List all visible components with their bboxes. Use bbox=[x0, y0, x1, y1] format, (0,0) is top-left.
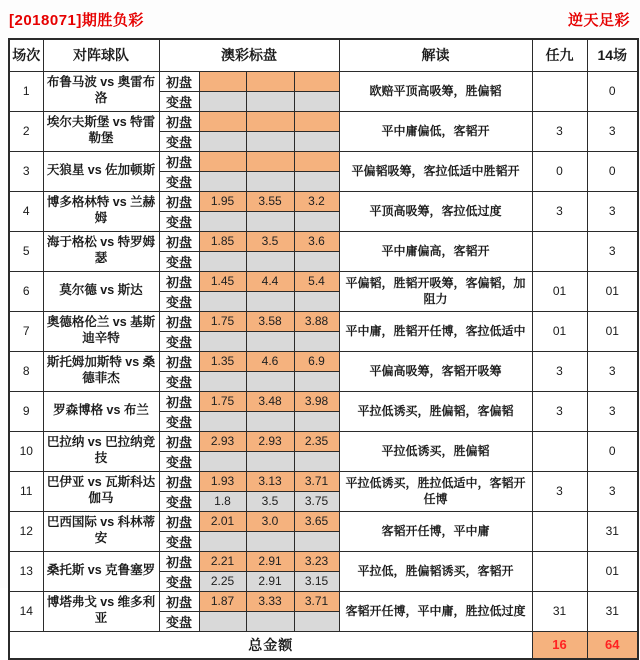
match-row bbox=[9, 471, 638, 491]
init-odds-home: 1.87 bbox=[199, 591, 246, 611]
chg-odds-draw bbox=[246, 291, 294, 311]
init-odds-away: 3.71 bbox=[294, 591, 339, 611]
change-label: 变盘 bbox=[159, 91, 199, 111]
change-label: 变盘 bbox=[159, 131, 199, 151]
init-odds-home: 2.93 bbox=[199, 431, 246, 451]
chg-odds-draw bbox=[246, 91, 294, 111]
teams-cell: 巴伊亚 vs 瓦斯科达伽马 bbox=[43, 471, 159, 511]
teams-cell: 天狼星 vs 佐加顿斯 bbox=[43, 151, 159, 191]
chg-odds-home bbox=[199, 611, 246, 631]
read-cell: 平中庸，胜韬开任博，客拉低适中 bbox=[339, 311, 532, 351]
init-odds-draw bbox=[246, 151, 294, 171]
table-header-row bbox=[9, 39, 638, 71]
total-ren9: 16 bbox=[532, 631, 587, 659]
init-odds-home: 2.21 bbox=[199, 551, 246, 571]
chg-odds-draw: 2.91 bbox=[246, 571, 294, 591]
init-odds-draw: 3.13 bbox=[246, 471, 294, 491]
init-odds-draw: 3.58 bbox=[246, 311, 294, 331]
match-no: 13 bbox=[9, 551, 43, 591]
init-odds-draw: 2.91 bbox=[246, 551, 294, 571]
init-odds-draw bbox=[246, 71, 294, 91]
init-odds-home: 1.45 bbox=[199, 271, 246, 291]
init-odds-away: 3.71 bbox=[294, 471, 339, 491]
match-no: 2 bbox=[9, 111, 43, 151]
chg-odds-draw: 3.5 bbox=[246, 491, 294, 511]
odds-table bbox=[8, 38, 639, 660]
ren9-cell: 3 bbox=[532, 391, 587, 431]
period-title: [2018071]期胜负彩 bbox=[9, 11, 144, 29]
chg-odds-away bbox=[294, 331, 339, 351]
read-cell: 欧赔平顶高吸筹，胜偏韬 bbox=[339, 71, 532, 111]
change-label: 变盘 bbox=[159, 291, 199, 311]
match-row bbox=[9, 511, 638, 531]
read-cell: 平中庸偏低，客韬开 bbox=[339, 111, 532, 151]
match-no: 8 bbox=[9, 351, 43, 391]
init-label: 初盘 bbox=[159, 551, 199, 571]
read-cell: 平拉低诱买，胜拉低适中，客韬开任博 bbox=[339, 471, 532, 511]
total-row bbox=[9, 631, 638, 659]
header-ren9: 任九 bbox=[532, 39, 587, 71]
teams-cell: 罗森博格 vs 布兰 bbox=[43, 391, 159, 431]
match-row bbox=[9, 391, 638, 411]
match-row bbox=[9, 151, 638, 171]
m14-cell: 01 bbox=[587, 551, 638, 591]
m14-cell: 3 bbox=[587, 471, 638, 511]
ren9-cell bbox=[532, 431, 587, 471]
match-no: 1 bbox=[9, 71, 43, 111]
chg-odds-away bbox=[294, 171, 339, 191]
teams-cell: 海于格松 vs 特罗姆瑟 bbox=[43, 231, 159, 271]
ren9-cell bbox=[532, 551, 587, 591]
header-odds-group: 澳彩标盘 bbox=[159, 39, 339, 71]
ren9-cell: 3 bbox=[532, 471, 587, 511]
init-odds-away bbox=[294, 111, 339, 131]
chg-odds-home bbox=[199, 131, 246, 151]
change-label: 变盘 bbox=[159, 331, 199, 351]
chg-odds-draw bbox=[246, 411, 294, 431]
match-no: 14 bbox=[9, 591, 43, 631]
m14-cell: 0 bbox=[587, 71, 638, 111]
match-no: 7 bbox=[9, 311, 43, 351]
teams-cell: 斯托姆加斯特 vs 桑德菲杰 bbox=[43, 351, 159, 391]
init-label: 初盘 bbox=[159, 111, 199, 131]
chg-odds-away bbox=[294, 411, 339, 431]
chg-odds-away bbox=[294, 91, 339, 111]
chg-odds-home bbox=[199, 331, 246, 351]
m14-cell: 01 bbox=[587, 311, 638, 351]
total-label: 总金额 bbox=[9, 631, 532, 659]
m14-cell: 3 bbox=[587, 231, 638, 271]
teams-cell: 桑托斯 vs 克鲁塞罗 bbox=[43, 551, 159, 591]
chg-odds-home bbox=[199, 291, 246, 311]
match-no: 4 bbox=[9, 191, 43, 231]
init-label: 初盘 bbox=[159, 271, 199, 291]
chg-odds-home bbox=[199, 211, 246, 231]
read-cell: 客韬开任博，平中庸，胜拉低过度 bbox=[339, 591, 532, 631]
init-odds-draw: 4.4 bbox=[246, 271, 294, 291]
teams-cell: 布鲁马波 vs 奥雷布洛 bbox=[43, 71, 159, 111]
init-odds-away: 2.35 bbox=[294, 431, 339, 451]
m14-cell: 3 bbox=[587, 111, 638, 151]
init-label: 初盘 bbox=[159, 71, 199, 91]
change-label: 变盘 bbox=[159, 251, 199, 271]
init-odds-away: 3.65 bbox=[294, 511, 339, 531]
header-read: 解读 bbox=[339, 39, 532, 71]
chg-odds-draw bbox=[246, 531, 294, 551]
init-odds-home bbox=[199, 111, 246, 131]
chg-odds-draw bbox=[246, 451, 294, 471]
chg-odds-home: 1.8 bbox=[199, 491, 246, 511]
match-row bbox=[9, 311, 638, 331]
table-edge-stub bbox=[8, 579, 10, 588]
init-label: 初盘 bbox=[159, 311, 199, 331]
change-label: 变盘 bbox=[159, 171, 199, 191]
read-cell: 平拉低诱买，胜偏韬，客偏韬 bbox=[339, 391, 532, 431]
init-odds-away: 3.23 bbox=[294, 551, 339, 571]
init-odds-away: 3.2 bbox=[294, 191, 339, 211]
chg-odds-home bbox=[199, 171, 246, 191]
top-header bbox=[0, 0, 640, 38]
m14-cell: 3 bbox=[587, 391, 638, 431]
change-label: 变盘 bbox=[159, 211, 199, 231]
match-no: 12 bbox=[9, 511, 43, 551]
header-match-no: 场次 bbox=[9, 39, 43, 71]
m14-cell: 3 bbox=[587, 351, 638, 391]
ren9-cell: 01 bbox=[532, 311, 587, 351]
init-label: 初盘 bbox=[159, 391, 199, 411]
match-no: 11 bbox=[9, 471, 43, 511]
chg-odds-draw bbox=[246, 211, 294, 231]
match-no: 3 bbox=[9, 151, 43, 191]
init-odds-away: 3.6 bbox=[294, 231, 339, 251]
ren9-cell bbox=[532, 71, 587, 111]
teams-cell: 博塔弗戈 vs 维多利亚 bbox=[43, 591, 159, 631]
init-label: 初盘 bbox=[159, 431, 199, 451]
chg-odds-home bbox=[199, 91, 246, 111]
ren9-cell: 31 bbox=[532, 591, 587, 631]
init-label: 初盘 bbox=[159, 231, 199, 251]
chg-odds-home bbox=[199, 371, 246, 391]
read-cell: 平拉低，胜偏韬诱买，客韬开 bbox=[339, 551, 532, 591]
match-row bbox=[9, 71, 638, 91]
teams-cell: 巴西国际 vs 科林蒂安 bbox=[43, 511, 159, 551]
ren9-cell bbox=[532, 231, 587, 271]
change-label: 变盘 bbox=[159, 531, 199, 551]
read-cell: 客韬开任博，平中庸 bbox=[339, 511, 532, 551]
change-label: 变盘 bbox=[159, 451, 199, 471]
init-odds-home bbox=[199, 151, 246, 171]
ren9-cell bbox=[532, 511, 587, 551]
m14-cell: 3 bbox=[587, 191, 638, 231]
init-odds-home: 1.75 bbox=[199, 391, 246, 411]
chg-odds-draw bbox=[246, 131, 294, 151]
header-teams: 对阵球队 bbox=[43, 39, 159, 71]
init-odds-draw: 3.48 bbox=[246, 391, 294, 411]
m14-cell: 01 bbox=[587, 271, 638, 311]
chg-odds-home bbox=[199, 251, 246, 271]
init-odds-draw: 3.55 bbox=[246, 191, 294, 211]
change-label: 变盘 bbox=[159, 611, 199, 631]
match-row bbox=[9, 551, 638, 571]
read-cell: 平偏韬吸筹，客拉低适中胜韬开 bbox=[339, 151, 532, 191]
init-odds-away bbox=[294, 151, 339, 171]
teams-cell: 博多格林特 vs 兰赫姆 bbox=[43, 191, 159, 231]
m14-cell: 0 bbox=[587, 151, 638, 191]
teams-cell: 莫尔德 vs 斯达 bbox=[43, 271, 159, 311]
init-label: 初盘 bbox=[159, 471, 199, 491]
ren9-cell: 3 bbox=[532, 351, 587, 391]
chg-odds-away bbox=[294, 291, 339, 311]
change-label: 变盘 bbox=[159, 411, 199, 431]
chg-odds-away bbox=[294, 131, 339, 151]
chg-odds-away bbox=[294, 251, 339, 271]
read-cell: 平偏韬，胜韬开吸筹，客偏韬，加阻力 bbox=[339, 271, 532, 311]
match-row bbox=[9, 431, 638, 451]
chg-odds-away bbox=[294, 451, 339, 471]
init-odds-home: 1.75 bbox=[199, 311, 246, 331]
chg-odds-draw bbox=[246, 371, 294, 391]
teams-cell: 奥德格伦兰 vs 基斯迪辛特 bbox=[43, 311, 159, 351]
match-row bbox=[9, 271, 638, 291]
match-no: 10 bbox=[9, 431, 43, 471]
init-odds-home: 1.95 bbox=[199, 191, 246, 211]
read-cell: 平中庸偏高，客韬开 bbox=[339, 231, 532, 271]
ren9-cell: 3 bbox=[532, 191, 587, 231]
m14-cell: 31 bbox=[587, 511, 638, 551]
change-label: 变盘 bbox=[159, 571, 199, 591]
chg-odds-draw bbox=[246, 171, 294, 191]
init-label: 初盘 bbox=[159, 351, 199, 371]
match-row bbox=[9, 591, 638, 611]
init-odds-draw: 2.93 bbox=[246, 431, 294, 451]
init-odds-away: 5.4 bbox=[294, 271, 339, 291]
chg-odds-home bbox=[199, 411, 246, 431]
init-odds-draw: 3.33 bbox=[246, 591, 294, 611]
init-odds-draw: 3.0 bbox=[246, 511, 294, 531]
init-odds-home: 2.01 bbox=[199, 511, 246, 531]
init-odds-draw: 3.5 bbox=[246, 231, 294, 251]
chg-odds-home bbox=[199, 451, 246, 471]
change-label: 变盘 bbox=[159, 491, 199, 511]
chg-odds-away: 3.15 bbox=[294, 571, 339, 591]
teams-cell: 巴拉纳 vs 巴拉纳竞技 bbox=[43, 431, 159, 471]
ren9-cell: 3 bbox=[532, 111, 587, 151]
init-label: 初盘 bbox=[159, 151, 199, 171]
init-odds-away: 3.98 bbox=[294, 391, 339, 411]
read-cell: 平拉低诱买，胜偏韬 bbox=[339, 431, 532, 471]
chg-odds-draw bbox=[246, 331, 294, 351]
chg-odds-home bbox=[199, 531, 246, 551]
match-row bbox=[9, 351, 638, 371]
init-odds-home: 1.35 bbox=[199, 351, 246, 371]
init-odds-draw: 4.6 bbox=[246, 351, 294, 371]
brand-title: 逆天足彩 bbox=[567, 11, 630, 29]
match-row bbox=[9, 191, 638, 211]
m14-cell: 31 bbox=[587, 591, 638, 631]
init-odds-home: 1.85 bbox=[199, 231, 246, 251]
chg-odds-away bbox=[294, 531, 339, 551]
init-label: 初盘 bbox=[159, 191, 199, 211]
match-no: 9 bbox=[9, 391, 43, 431]
init-odds-draw bbox=[246, 111, 294, 131]
init-label: 初盘 bbox=[159, 511, 199, 531]
chg-odds-away bbox=[294, 611, 339, 631]
chg-odds-away bbox=[294, 371, 339, 391]
chg-odds-away: 3.75 bbox=[294, 491, 339, 511]
init-odds-away: 3.88 bbox=[294, 311, 339, 331]
init-odds-away bbox=[294, 71, 339, 91]
change-label: 变盘 bbox=[159, 371, 199, 391]
ren9-cell: 0 bbox=[532, 151, 587, 191]
teams-cell: 埃尔夫斯堡 vs 特雷勒堡 bbox=[43, 111, 159, 151]
read-cell: 平偏高吸筹，客韬开吸筹 bbox=[339, 351, 532, 391]
total-m14: 64 bbox=[587, 631, 638, 659]
init-odds-home: 1.93 bbox=[199, 471, 246, 491]
ren9-cell: 01 bbox=[532, 271, 587, 311]
match-row bbox=[9, 111, 638, 131]
chg-odds-draw bbox=[246, 611, 294, 631]
init-odds-away: 6.9 bbox=[294, 351, 339, 371]
init-label: 初盘 bbox=[159, 591, 199, 611]
chg-odds-away bbox=[294, 211, 339, 231]
match-row bbox=[9, 231, 638, 251]
match-no: 5 bbox=[9, 231, 43, 271]
read-cell: 平顶高吸筹，客拉低过度 bbox=[339, 191, 532, 231]
chg-odds-home: 2.25 bbox=[199, 571, 246, 591]
chg-odds-draw bbox=[246, 251, 294, 271]
header-m14: 14场 bbox=[587, 39, 638, 71]
init-odds-home bbox=[199, 71, 246, 91]
m14-cell: 0 bbox=[587, 431, 638, 471]
match-no: 6 bbox=[9, 271, 43, 311]
